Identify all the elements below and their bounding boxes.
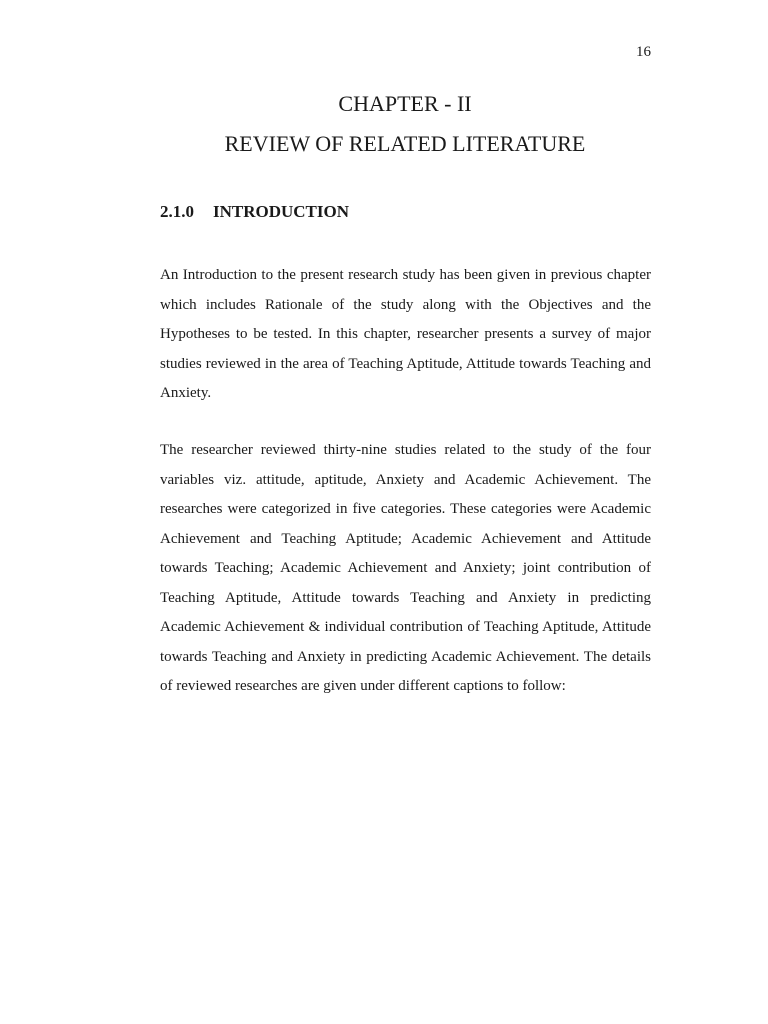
page-number: 16 xyxy=(636,44,651,60)
chapter-title: REVIEW OF RELATED LITERATURE xyxy=(224,131,586,156)
body-paragraph: The researcher reviewed thirty-nine studies related to the study of the four variables viz. attitude, aptitude, Anxiety and Academic Achievement. The researches were categorized in five categories. These categories were Academic Achievement and Teaching Aptitude; Academic Achievement and Attitude towards Teaching; Academic Achievement and Anxiety; joint contribution of Teaching Aptitude, Attitude towards Teaching and Anxiety in predicting Academic Achievement & individual contribution of Teaching Aptitude, Attitude towards Teaching and Anxiety in predicting Academic Achievement. The details of reviewed researches are given under different captions to follow: xyxy=(160,442,651,694)
body-paragraph: An Introduction to the present research study has been given in previous chapter which includes Rationale of the study along with the Objectives and the Hypotheses to be tested. In this chapter, researcher presents a survey of major studies reviewed in the area of Teaching Aptitude, Attitude towards Teaching and Anxiety. xyxy=(160,267,651,401)
section-number: 2.1.0 xyxy=(160,202,194,221)
section-title: INTRODUCTION xyxy=(213,202,350,221)
chapter-number: CHAPTER - II xyxy=(338,91,472,116)
section-heading xyxy=(160,201,349,223)
